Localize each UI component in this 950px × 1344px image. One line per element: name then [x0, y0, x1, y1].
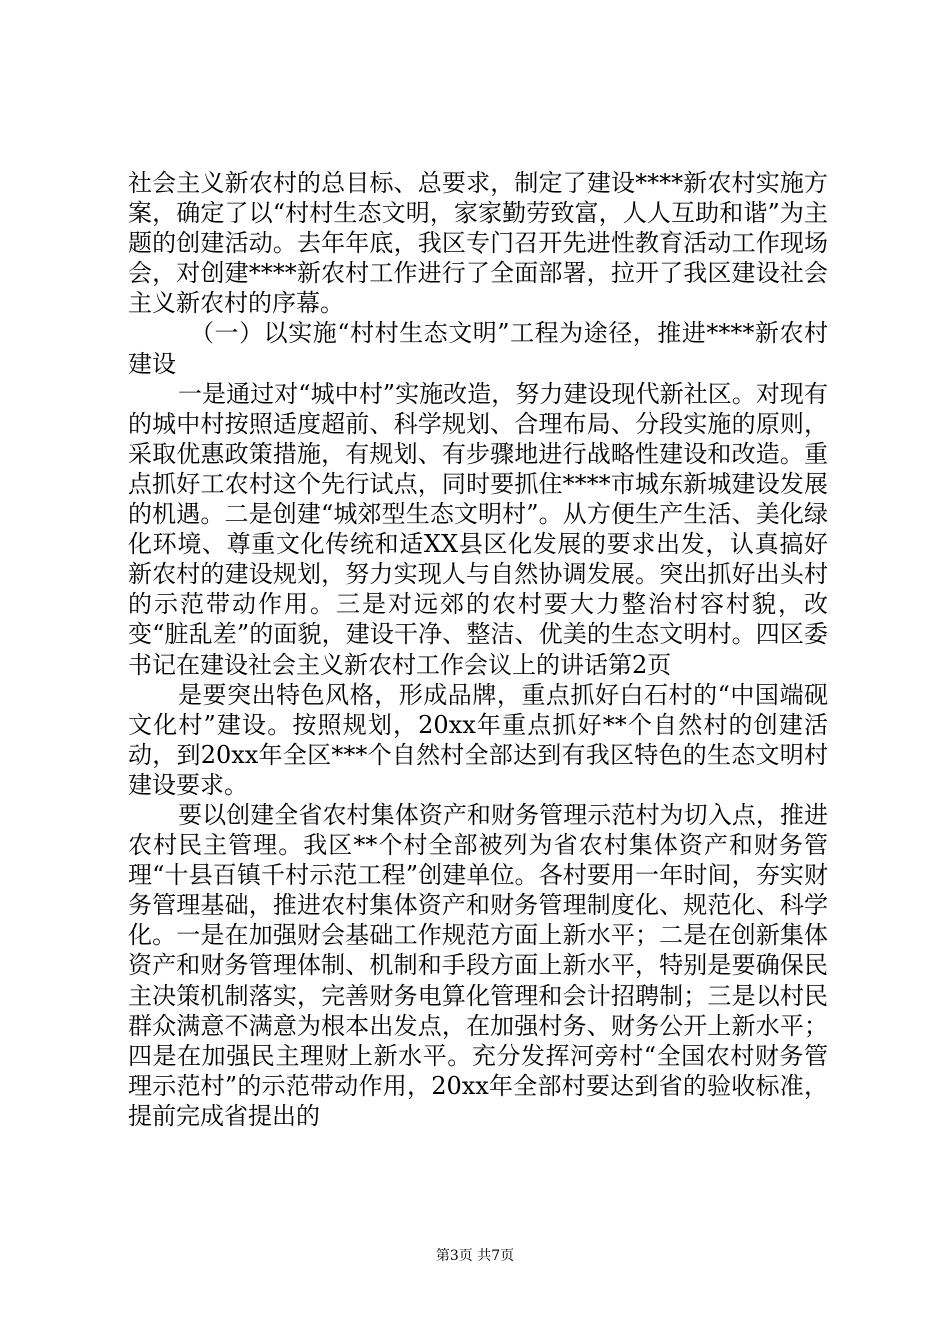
paragraph-5: 要以创建全省农村集体资产和财务管理示范村为切入点，推进农村民主管理。我区**个村全部被列为省农村集体资产和财务管理“十县百镇千村示范工程”创建单位。各村要用一年时间，夯实财务管理基础，推进农村集体资产和财务管理制度化、规范化、科学化。一是在加强财会基础工作规范方面上新水平；二是在创新集体资产和财务管理体制、机制和手段方面上新水平，特别是要确保民主决策机制落实，完善财务电算化管理和会计招聘制；三是以村民群众满意不满意为根本出发点，在加强村务、财务公开上新水平；四是在加强民主理财上新水平。充分发挥河旁村“全国农村财务管理示范村”的示范带动作用，20xx年全部村要达到省的验收标准，提前完成省提出的 — [128, 800, 828, 1130]
paragraph-1: 社会主义新农村的总目标、总要求，制定了建设****新农村实施方案，确定了以“村村生态文明，家家勤劳致富，人人互助和谐”为主题的创建活动。去年年底，我区专门召开先进性教育活动工作现场会，对创建****新农村工作进行了全面部署，拉开了我区建设社会主义新农村的序幕。 — [128, 169, 828, 318]
document-body — [128, 168, 828, 1131]
paragraph-3: 一是通过对“城中村”实施改造，努力建设现代新社区。对现有的城中村按照适度超前、科学规划、合理布局、分段实施的原则，采取优惠政策措施，有规划、有步骤地进行战略性建设和改造。重点抓好工农村这个先行试点，同时要抓住****市城东新城建设发展的机遇。二是创建“城郊型生态文明村”。从方便生产生活、美化绿化环境、尊重文化传统和适XX县区化发展的要求出发，认真搞好新农村的建设规划，努力实现人与自然协调发展。突出抓好出头村的示范带动作用。三是对远郊的农村要大力整治村容村貌，改变“脏乱差”的面貌，建设干净、整洁、优美的生态文明村。四区委书记在建设社会主义新农村工作会议上的讲话第2页 — [128, 379, 828, 679]
section-heading: （一）以实施“村村生态文明”工程为途径，推进****新农村建设 — [128, 319, 828, 378]
page-number-footer: 第3页 共7页 — [435, 1248, 515, 1264]
paragraph-4: 是要突出特色风格，形成品牌，重点抓好白石村的“中国端砚文化村”建设。按照规划，20xx年重点抓好**个自然村的创建活动，到20xx年全区***个自然村全部达到有我区特色的生态文明村建设要求。 — [128, 680, 828, 799]
